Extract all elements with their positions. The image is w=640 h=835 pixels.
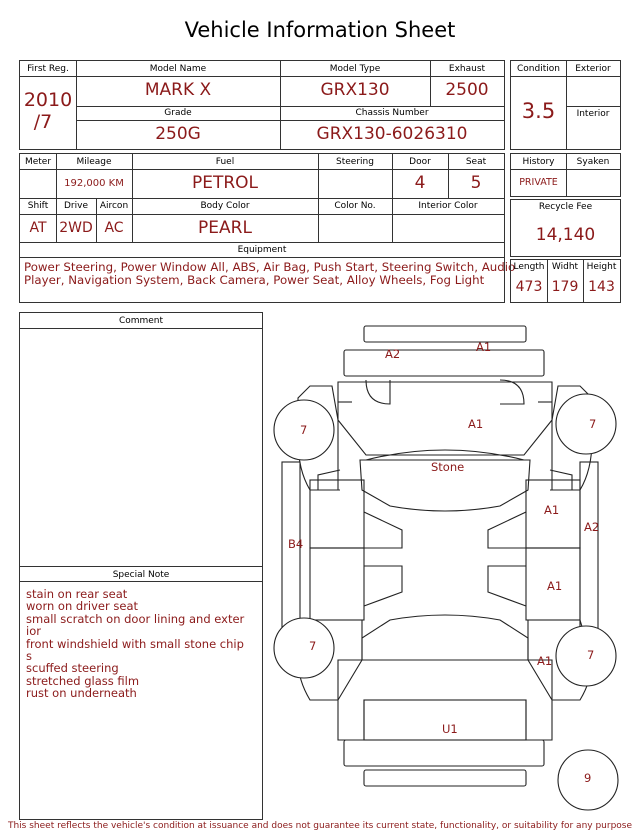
recycle-fee-label: Recycle Fee bbox=[538, 202, 593, 212]
special-note-item: small scratch on door lining and exter bbox=[26, 611, 245, 626]
height-label: Height bbox=[586, 262, 617, 272]
length-value: 473 bbox=[515, 279, 543, 295]
first-reg-month: /7 bbox=[33, 111, 53, 133]
page-title: Vehicle Information Sheet bbox=[184, 18, 456, 42]
equipment-line: Power Steering, Power Window All, ABS, Air Bag, Push Start, Steering Switch, Audio bbox=[24, 260, 516, 274]
fuel-value: PETROL bbox=[191, 173, 259, 193]
damage-mark-right-front-door: A1 bbox=[544, 503, 560, 517]
aircon-label: Aircon bbox=[99, 201, 129, 211]
special-note-item: front windshield with small stone chip bbox=[26, 636, 244, 651]
interior-label: Interior bbox=[576, 109, 610, 119]
height-value: 143 bbox=[588, 279, 615, 295]
history-label: History bbox=[522, 157, 555, 167]
front-bumper bbox=[344, 350, 544, 376]
mileage-label: Mileage bbox=[76, 157, 112, 167]
chassis-number-value: GRX130-6026310 bbox=[316, 124, 468, 144]
equipment-text bbox=[24, 260, 516, 287]
width-value: 179 bbox=[551, 279, 579, 295]
damage-mark-wheel-rear-right: 7 bbox=[587, 648, 595, 662]
chassis-number-label: Chassis Number bbox=[355, 108, 429, 118]
exterior-label: Exterior bbox=[575, 64, 611, 74]
syaken-label: Syaken bbox=[576, 157, 610, 167]
special-note-item: rust on underneath bbox=[26, 686, 137, 701]
left-rear-door bbox=[310, 548, 364, 620]
damage-mark-right-rear-door: A1 bbox=[547, 579, 563, 593]
comment-label: Comment bbox=[118, 316, 164, 326]
comment-box bbox=[19, 312, 263, 820]
equipment-label: Equipment bbox=[237, 245, 287, 255]
damage-mark-trunk: U1 bbox=[442, 722, 458, 736]
special-note-item: stain on rear seat bbox=[26, 587, 128, 601]
front-bumper-top bbox=[364, 326, 526, 342]
fuel-label: Fuel bbox=[215, 157, 235, 167]
shift-value: AT bbox=[29, 220, 47, 236]
rear-window bbox=[362, 615, 528, 660]
model-type-label: Model Type bbox=[329, 64, 381, 74]
first-reg-year: 2010 bbox=[23, 89, 73, 111]
grade-label: Grade bbox=[164, 108, 192, 118]
grade-value: 250G bbox=[155, 124, 201, 144]
rear-bumper bbox=[344, 740, 544, 766]
damage-mark-front-bumper: A2 bbox=[385, 347, 401, 361]
car-damage-diagram bbox=[270, 320, 620, 820]
dimensions-box bbox=[510, 259, 621, 303]
damage-mark-windshield: Stone bbox=[431, 460, 465, 474]
special-note-item: scuffed steering bbox=[26, 661, 119, 676]
condition-box bbox=[510, 60, 621, 150]
damage-mark-spare: 9 bbox=[584, 771, 592, 785]
damage-mark-wheel-rear-left: 7 bbox=[309, 639, 317, 653]
condition-value: 3.5 bbox=[521, 99, 556, 123]
front-body bbox=[338, 382, 552, 455]
special-note-item: ior bbox=[26, 624, 41, 639]
info-box-secondary bbox=[19, 153, 516, 303]
first-reg-label: First Reg. bbox=[27, 64, 69, 74]
length-label: Length bbox=[513, 262, 545, 272]
aircon-value: AC bbox=[104, 220, 124, 236]
exhaust-value: 2500 bbox=[445, 80, 489, 100]
wheel-rear-right bbox=[556, 626, 616, 686]
body-color-label: Body Color bbox=[200, 201, 250, 211]
special-note-item: worn on driver seat bbox=[26, 599, 139, 614]
door-value: 4 bbox=[414, 173, 426, 193]
drive-value: 2WD bbox=[59, 220, 93, 236]
color-no-label: Color No. bbox=[334, 201, 376, 211]
equipment-line: Player, Navigation System, Back Camera, Power Seat, Alloy Wheels, Fog Light bbox=[24, 272, 485, 287]
recycle-fee-value: 14,140 bbox=[535, 225, 596, 245]
condition-label: Condition bbox=[517, 64, 560, 74]
shift-label: Shift bbox=[27, 201, 49, 211]
footer-disclaimer: This sheet reflects the vehicle's condition at issuance and does not guarantee its current state, functionality, or suitability for any purpose bbox=[7, 821, 633, 831]
model-name-label: Model Name bbox=[149, 64, 207, 74]
model-name-value: MARK X bbox=[144, 80, 212, 100]
special-note-item: stretched glass film bbox=[26, 673, 140, 688]
steering-label: Steering bbox=[336, 157, 374, 167]
damage-mark-left-side: B4 bbox=[288, 537, 304, 551]
mileage-value: 192,000 KM bbox=[64, 178, 124, 189]
wheel-front-right bbox=[556, 394, 616, 454]
door-label: Door bbox=[409, 157, 431, 167]
rear-bumper-bottom bbox=[364, 770, 526, 786]
info-box-main bbox=[19, 60, 505, 150]
model-type-value: GRX130 bbox=[320, 80, 390, 100]
damage-mark-right-side: A2 bbox=[584, 520, 600, 534]
interior-color-label: Interior Color bbox=[418, 201, 478, 211]
body-color-value: PEARL bbox=[198, 218, 252, 238]
damage-mark-hood: A1 bbox=[468, 417, 484, 431]
special-note-label: Special Note bbox=[112, 570, 170, 580]
wheel-rear-left bbox=[274, 618, 334, 678]
meter-label: Meter bbox=[24, 157, 52, 167]
special-note-list bbox=[26, 588, 260, 700]
damage-mark-rear-right: A1 bbox=[537, 654, 553, 668]
seat-value: 5 bbox=[470, 173, 482, 193]
recycle-fee-box bbox=[510, 199, 621, 257]
damage-mark-wheel-front-left: 7 bbox=[300, 423, 308, 437]
damage-mark-front-bumper-right: A1 bbox=[476, 340, 492, 354]
drive-label: Drive bbox=[64, 201, 88, 211]
seat-label: Seat bbox=[465, 157, 487, 167]
exhaust-label: Exhaust bbox=[448, 64, 486, 74]
history-value: PRIVATE bbox=[519, 177, 558, 188]
width-label: Widht bbox=[551, 262, 579, 272]
special-note-item: s bbox=[26, 649, 32, 664]
history-box bbox=[510, 153, 621, 197]
damage-mark-wheel-front-right: 7 bbox=[589, 417, 597, 431]
